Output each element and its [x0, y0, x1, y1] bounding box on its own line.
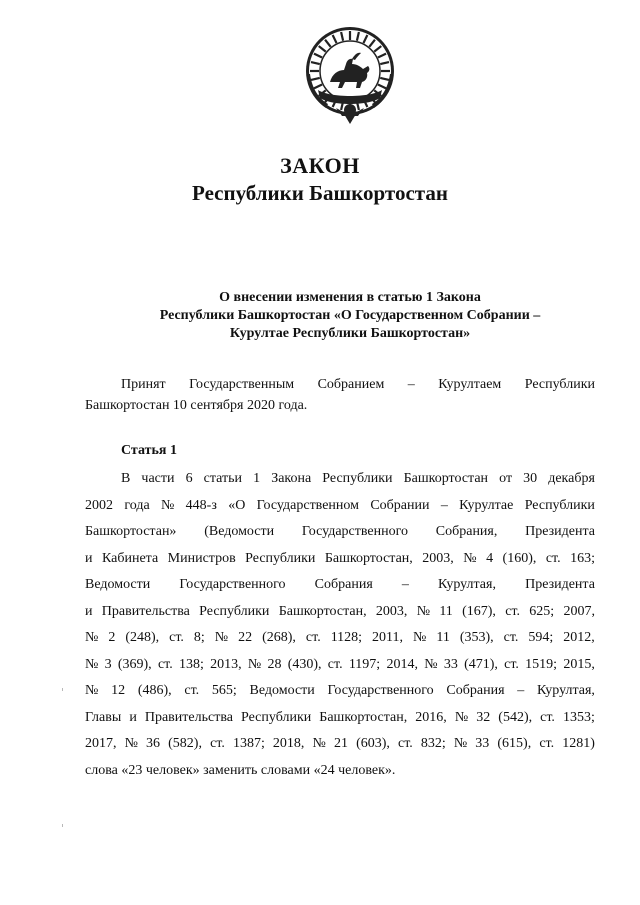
word: ст.: [397, 736, 413, 751]
word: Главы: [85, 709, 122, 725]
coat-of-arms-emblem: [300, 24, 400, 130]
text-line: [85, 599, 595, 626]
word: Ведомости: [249, 683, 315, 698]
word: 138;: [178, 656, 204, 672]
word: 30: [523, 471, 538, 486]
word: Ведомости: [85, 577, 151, 592]
word: 11: [439, 603, 453, 619]
word: ст.: [157, 656, 173, 672]
word: ст.: [504, 656, 519, 672]
word: 2003,: [422, 550, 454, 566]
word: №: [85, 656, 99, 672]
word: ст.: [210, 736, 225, 751]
word: ст.: [305, 630, 321, 645]
word: 21: [333, 736, 348, 751]
word: Республики: [199, 603, 270, 619]
word: 832;: [420, 736, 446, 751]
scan-margin-mark: [62, 688, 63, 691]
article-body: [85, 466, 595, 784]
word: (542),: [498, 709, 533, 725]
word: ст.: [503, 630, 519, 645]
word: №: [85, 683, 99, 698]
text-line: [85, 519, 595, 546]
word: от: [499, 471, 513, 486]
word: 2: [108, 630, 116, 645]
text-line: [85, 466, 595, 493]
word: Собрания: [314, 577, 373, 592]
word: Республики: [245, 550, 316, 566]
word: –: [440, 497, 448, 513]
word: ст.: [505, 603, 520, 619]
word: №: [424, 656, 438, 672]
word: Республики: [524, 497, 595, 513]
word: 1197;: [348, 656, 381, 672]
word: (430),: [287, 656, 322, 672]
text-line: [85, 705, 595, 732]
word: (615),: [497, 736, 532, 751]
word: (471),: [464, 656, 498, 672]
word: Кабинета: [101, 550, 159, 566]
word: 12: [111, 683, 126, 698]
word: и: [85, 550, 93, 566]
word: №: [247, 656, 262, 672]
document-title: ЗАКОН: [280, 153, 360, 178]
word: ст.: [184, 683, 200, 698]
word: №: [312, 736, 326, 751]
word: (603),: [356, 736, 390, 751]
word: 11: [436, 630, 450, 645]
word: (268),: [262, 630, 296, 645]
word: 2003,: [375, 603, 408, 619]
word: Башкортостан 10 сентября 2020 года.: [85, 398, 308, 413]
word: –: [517, 683, 525, 698]
text-line: [85, 731, 595, 758]
word: 2007,: [563, 603, 595, 619]
word: 2017,: [85, 736, 117, 751]
word: №: [85, 630, 99, 645]
word: 22: [238, 630, 253, 645]
word: 32: [476, 709, 491, 725]
word: Президента: [525, 577, 595, 592]
word: 2013,: [210, 656, 242, 672]
text-line: [85, 625, 595, 652]
word: (160),: [502, 550, 537, 566]
word: Курултае: [459, 497, 514, 513]
word: года: [124, 497, 150, 513]
bashkortostan-emblem-icon: [300, 24, 400, 130]
word: 6: [185, 471, 193, 486]
document-subtitle: Республики Башкортостан: [192, 181, 448, 205]
word: 36: [146, 736, 161, 751]
text-line: [85, 678, 595, 705]
word: Правительства: [101, 603, 190, 619]
word: В: [121, 471, 131, 486]
word: Собранием: [317, 377, 385, 392]
word: (582),: [168, 736, 202, 751]
text-line: [85, 546, 595, 573]
text-line: [85, 758, 595, 785]
word: Республики: [524, 377, 595, 392]
word: Собрания: [446, 683, 505, 698]
word: Закона: [271, 471, 312, 486]
word: №: [463, 550, 477, 566]
word: ст.: [540, 709, 555, 725]
word: –: [407, 377, 415, 392]
word: ст.: [539, 736, 555, 751]
word: 1353;: [562, 709, 595, 725]
word: 2014,: [386, 656, 418, 672]
word: №: [416, 603, 431, 619]
word: Государственного: [301, 524, 409, 539]
word: Башкортостан,: [324, 550, 413, 566]
word: Курултая,: [438, 577, 496, 592]
word: Башкортостан,: [278, 603, 367, 619]
law-heading: [100, 289, 600, 343]
word: 33: [443, 656, 458, 672]
word: ст.: [327, 656, 343, 672]
scan-margin-mark: [62, 824, 63, 827]
word: декабря: [548, 471, 595, 486]
word: и: [129, 709, 137, 725]
word: 448-з: [185, 497, 217, 513]
word: №: [454, 709, 469, 725]
heading-line: Курултае Республики Башкортостан»: [229, 326, 471, 341]
word: (Ведомости: [204, 524, 275, 539]
word: Государственным: [189, 377, 295, 392]
word: Принят: [121, 377, 166, 392]
adoption-paragraph: [85, 374, 595, 416]
text-line: [85, 572, 595, 599]
word: Собрании: [370, 497, 430, 513]
word: Курултаем: [438, 377, 502, 392]
word: Республики: [322, 471, 393, 486]
word: 163;: [570, 550, 595, 566]
word: №: [160, 497, 175, 513]
word: Министров: [167, 550, 236, 566]
word: части: [141, 471, 175, 486]
text-line: [85, 652, 595, 679]
word: Башкортостан»: [85, 524, 177, 539]
word: (248),: [125, 630, 160, 645]
word: статьи: [203, 471, 243, 486]
word: 2016,: [415, 709, 447, 725]
word: Государственном: [256, 497, 360, 513]
word: Курултая,: [537, 683, 595, 698]
word: Республики: [241, 709, 312, 725]
word: 594;: [528, 630, 554, 645]
word: 1519;: [525, 656, 558, 672]
word: Правительства: [144, 709, 233, 725]
word: 33: [475, 736, 490, 751]
word: 2015,: [563, 656, 595, 672]
word: Башкортостан,: [319, 709, 408, 725]
text-line: [85, 374, 595, 395]
word: слова «23 человек» заменить словами «24 человек».: [85, 762, 396, 778]
word: Государственного: [179, 577, 286, 592]
word: 1387;: [232, 736, 265, 751]
word: 2002: [85, 497, 113, 513]
word: №: [453, 736, 468, 751]
heading-line: О внесении изменения в статью 1 Закона: [219, 290, 481, 305]
word: 1281): [562, 736, 595, 751]
word: Президента: [525, 524, 595, 539]
text-line: [85, 395, 595, 416]
word: (167),: [462, 603, 496, 619]
word: ст.: [545, 550, 561, 566]
word: –: [401, 577, 409, 592]
word: 565;: [211, 683, 237, 698]
word: 1128;: [330, 630, 363, 645]
word: Башкортостан: [403, 471, 489, 486]
word: ст.: [169, 630, 184, 645]
word: «О: [228, 497, 246, 513]
word: №: [413, 630, 427, 645]
article-title: Статья 1: [121, 443, 177, 458]
word: 28: [267, 656, 282, 672]
word: 8;: [193, 630, 205, 645]
word: и: [85, 603, 93, 619]
word: Собрания,: [435, 524, 498, 539]
word: №: [214, 630, 229, 645]
word: (369),: [117, 656, 152, 672]
word: 3: [104, 656, 112, 672]
word: (486),: [137, 683, 172, 698]
word: №: [124, 736, 138, 751]
word: 2011,: [372, 630, 404, 645]
word: 625;: [529, 603, 555, 619]
heading-line: Республики Башкортостан «О Государственном Собрании –: [159, 308, 541, 323]
word: 2012,: [563, 630, 595, 645]
word: 4: [486, 550, 494, 566]
word: 1: [253, 471, 261, 486]
word: (353),: [459, 630, 494, 645]
text-line: [85, 493, 595, 520]
word: 2018,: [272, 736, 305, 751]
word: Государственного: [327, 683, 434, 698]
